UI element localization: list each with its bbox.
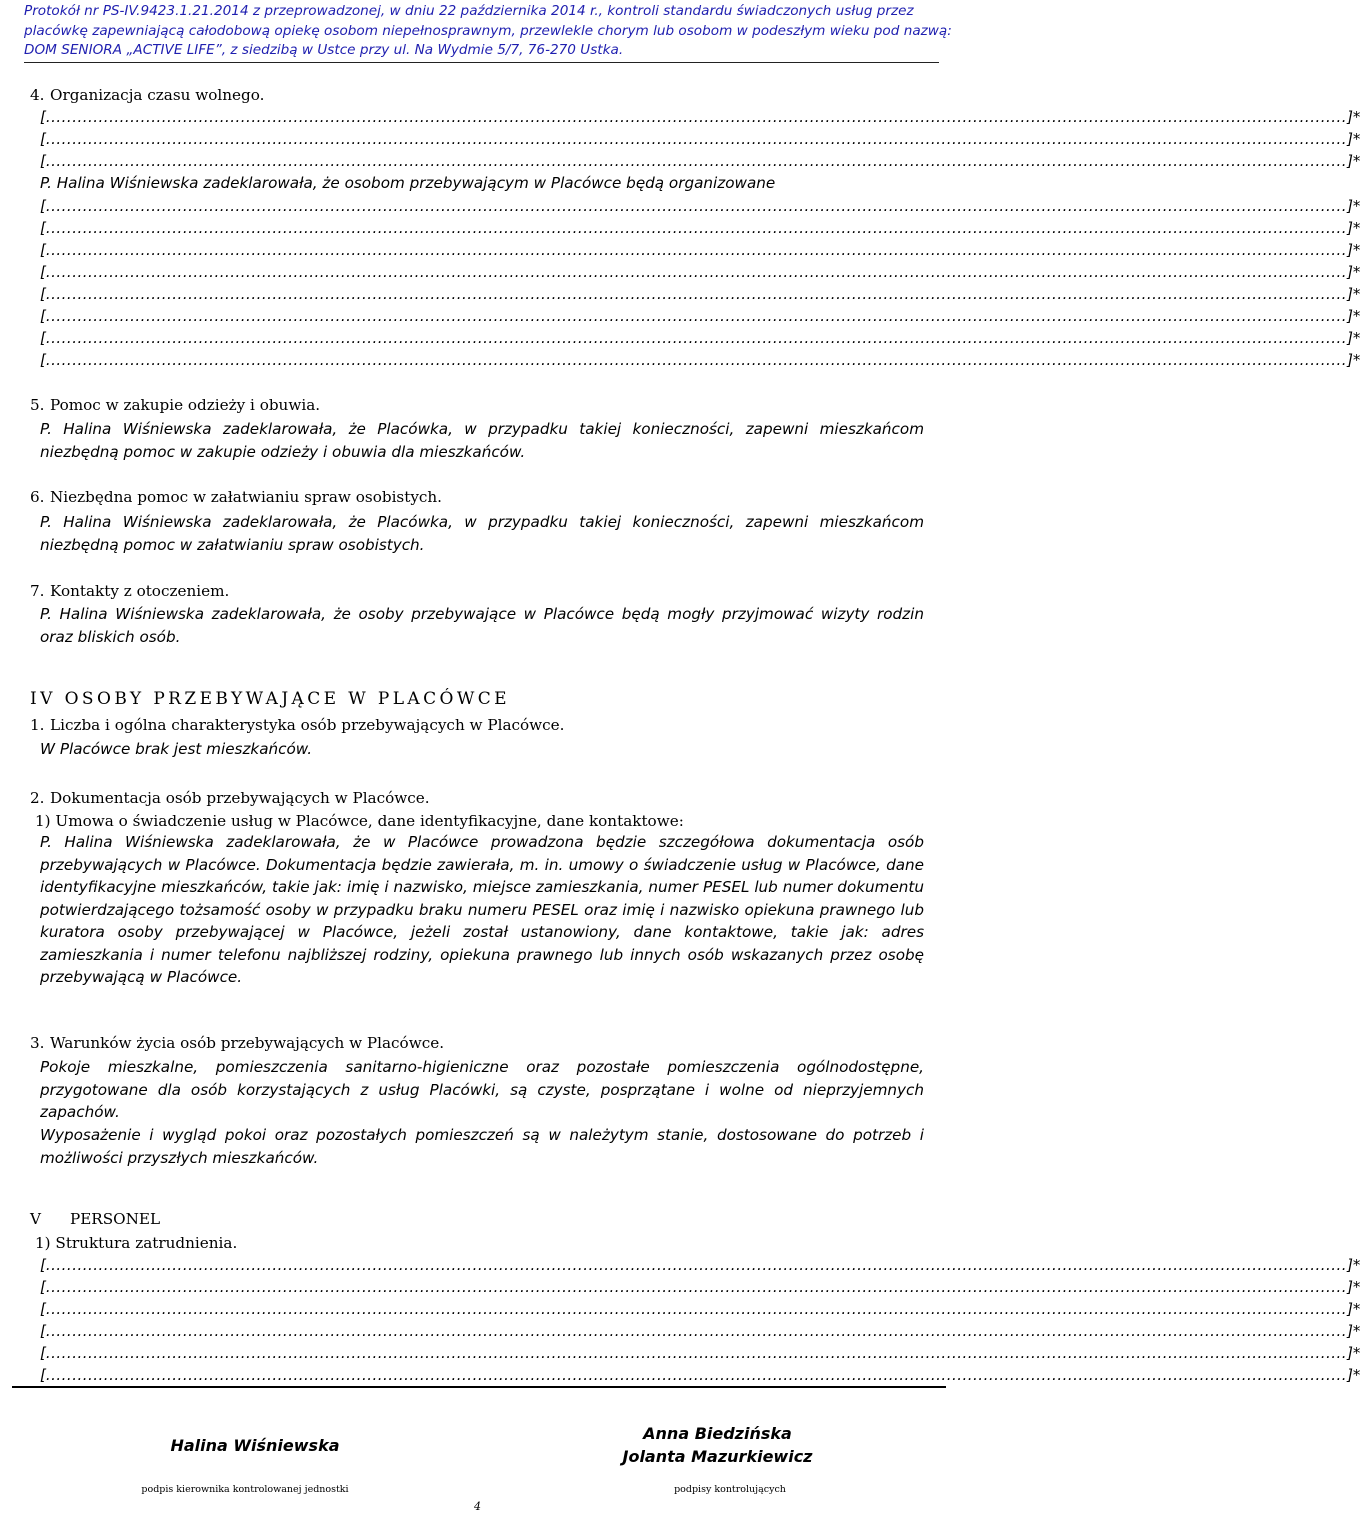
placeholder-line: [ ....................................................................................................................................................................................................................................................... ]* (40, 152, 1360, 170)
header-divider (24, 62, 939, 63)
section-7-title: Kontakty z otoczeniem. (50, 582, 230, 600)
placeholder-line: [ ....................................................................................................................................................................................................................................................... ]* (40, 1366, 1360, 1384)
section-7-heading: 7. Kontakty z otoczeniem. (30, 582, 230, 600)
section-6-title: Niezbędna pomoc w załatwianiu spraw osobistych. (50, 488, 443, 506)
placeholder-line: [ ....................................................................................................................................................................................................................................................... ]* (40, 307, 1360, 325)
placeholder-group-a (40, 106, 1360, 172)
signature-right-name-2: Jolanta Mazurkiewicz (622, 1447, 813, 1466)
section-iv-2-heading: 2. Dokumentacja osób przebywających w Placówce. (30, 789, 430, 807)
section-iv-2-subheading: 1) Umowa o świadczenie usług w Placówce, dane identyfikacyjne, dane kontaktowe: (35, 812, 684, 830)
signature-left-caption: podpis kierownika kontrolowanej jednostki (141, 1484, 349, 1495)
signature-right-name-1: Anna Biedzińska (643, 1424, 792, 1443)
footer-divider (12, 1386, 946, 1388)
section-6-heading: 6. Niezbędna pomoc w załatwianiu spraw osobistych. (30, 488, 443, 506)
placeholder-line: [ ....................................................................................................................................................................................................................................................... ]* (40, 263, 1360, 281)
section-iv-2-text: P. Halina Wiśniewska zadeklarowała, że w Placówce prowadzona będzie szczegółowa dokumentacja osób przebywających w Placówce. Dokumentacja będzie zawierała, m. in. umowy o świadczenie usług w Placówce, dane identyfikacyjne mieszkańców, takie jak: imię i nazwisko, miejsce zamieszkania, numer PESEL lub numer dokumentu potwierdzającego tożsamość osoby w przypadku braku numeru PESEL oraz imię i nazwisko opiekuna prawnego lub kuratora osoby przebywającej w Placówce, jeżeli został ustanowiony, dane kontaktowe, takie jak: adres zamieszkania i numer telefonu najbliższej rodziny, opiekuna prawnego lub innych osób wskazanych przez osobę przebywającą w Placówce. (40, 833, 924, 986)
signature-right-caption: podpisy kontrolujących (674, 1484, 786, 1495)
placeholder-group-c (40, 1254, 1360, 1386)
section-v-title: PERSONEL (70, 1210, 161, 1228)
placeholder-line: [ ....................................................................................................................................................................................................................................................... ]* (40, 1300, 1360, 1318)
placeholder-line: [ ....................................................................................................................................................................................................................................................... ]* (40, 285, 1360, 303)
document-header (24, 2, 952, 61)
placeholder-line: [ ....................................................................................................................................................................................................................................................... ]* (40, 241, 1360, 259)
section-v-heading: V PERSONEL (30, 1210, 161, 1228)
section-iv-3-text-1: Pokoje mieszkalne, pomieszczenia sanitarno-higieniczne oraz pozostałe pomieszczenia ogólnodostępne, przygotowane dla osób korzystających z usług Placówki, są czyste, posprzątane i wolne od nieprzyjemnych zapachów. (40, 1058, 924, 1121)
section-iv-3-text-2: Wyposażenie i wygląd pokoi oraz pozostałych pomieszczeń są w należytym stanie, dostosowane do potrzeb i możliwości przyszłych mieszkańców. (40, 1126, 924, 1167)
section-5-title: Pomoc w zakupie odzieży i obuwia. (50, 396, 321, 414)
placeholder-line: [ ....................................................................................................................................................................................................................................................... ]* (40, 108, 1360, 126)
signature-left-name: Halina Wiśniewska (170, 1436, 340, 1455)
section-4-number: 4. (30, 86, 45, 104)
section-5-heading: 5. Pomoc w zakupie odzieży i obuwia. (30, 396, 321, 414)
signature-right-names (590, 1422, 845, 1468)
section-v-subheading: 1) Struktura zatrudnienia. (35, 1234, 238, 1252)
placeholder-group-b (40, 195, 1360, 371)
section-7-text: P. Halina Wiśniewska zadeklarowała, że osoby przebywające w Placówce będą mogły przyjmować wizyty rodzin oraz bliskich osób. (40, 605, 924, 646)
placeholder-line: [ ....................................................................................................................................................................................................................................................... ]* (40, 219, 1360, 237)
placeholder-line: [ ....................................................................................................................................................................................................................................................... ]* (40, 1278, 1360, 1296)
placeholder-line: [ ....................................................................................................................................................................................................................................................... ]* (40, 1322, 1360, 1340)
placeholder-line: [ ....................................................................................................................................................................................................................................................... ]* (40, 1256, 1360, 1274)
header-line-1: Protokół nr PS-IV.9423.1.21.2014 z przeprowadzonej, w dniu 22 października 2014 r., kontroli standardu świadczonych usług przez (24, 3, 914, 19)
placeholder-line: [ ....................................................................................................................................................................................................................................................... ]* (40, 1344, 1360, 1362)
placeholder-line: [ ....................................................................................................................................................................................................................................................... ]* (40, 329, 1360, 347)
header-line-3: DOM SENIORA „ACTIVE LIFE”, z siedzibą w Ustce przy ul. Na Wydmie 5/7, 76-270 Ustka. (24, 42, 624, 58)
section-4-title: Organizacja czasu wolnego. (50, 86, 265, 104)
section-iv-heading: IV OSOBY PRZEBYWAJĄCE W PLACÓWCE (30, 689, 510, 709)
header-line-2: placówkę zapewniającą całodobową opiekę osobom niepełnosprawnym, przewlekle chorym lub osobom w podeszłym wieku pod nazwą: (24, 22, 952, 39)
section-iv-3-heading: 3. Warunków życia osób przebywających w Placówce. (30, 1034, 445, 1052)
placeholder-line: [ ....................................................................................................................................................................................................................................................... ]* (40, 130, 1360, 148)
section-4-heading (30, 84, 264, 107)
page-number: 4 (474, 1500, 481, 1513)
section-iv-1-heading: 1. Liczba i ogólna charakterystyka osób przebywających w Placówce. (30, 716, 565, 734)
section-4-text: P. Halina Wiśniewska zadeklarowała, że osobom przebywającym w Placówce będą organizowane (40, 174, 776, 192)
section-iv-1-text: W Placówce brak jest mieszkańców. (40, 740, 313, 758)
placeholder-line: [ ....................................................................................................................................................................................................................................................... ]* (40, 351, 1360, 369)
section-5-text: P. Halina Wiśniewska zadeklarowała, że Placówka, w przypadku takiej konieczności, zapewni mieszkańcom niezbędną pomoc w zakupie odzieży i obuwia dla mieszkańców. (40, 420, 924, 461)
placeholder-line: [ ....................................................................................................................................................................................................................................................... ]* (40, 197, 1360, 215)
section-6-text: P. Halina Wiśniewska zadeklarowała, że Placówka, w przypadku takiej konieczności, zapewni mieszkańcom niezbędną pomoc w załatwianiu spraw osobistych. (40, 513, 924, 554)
